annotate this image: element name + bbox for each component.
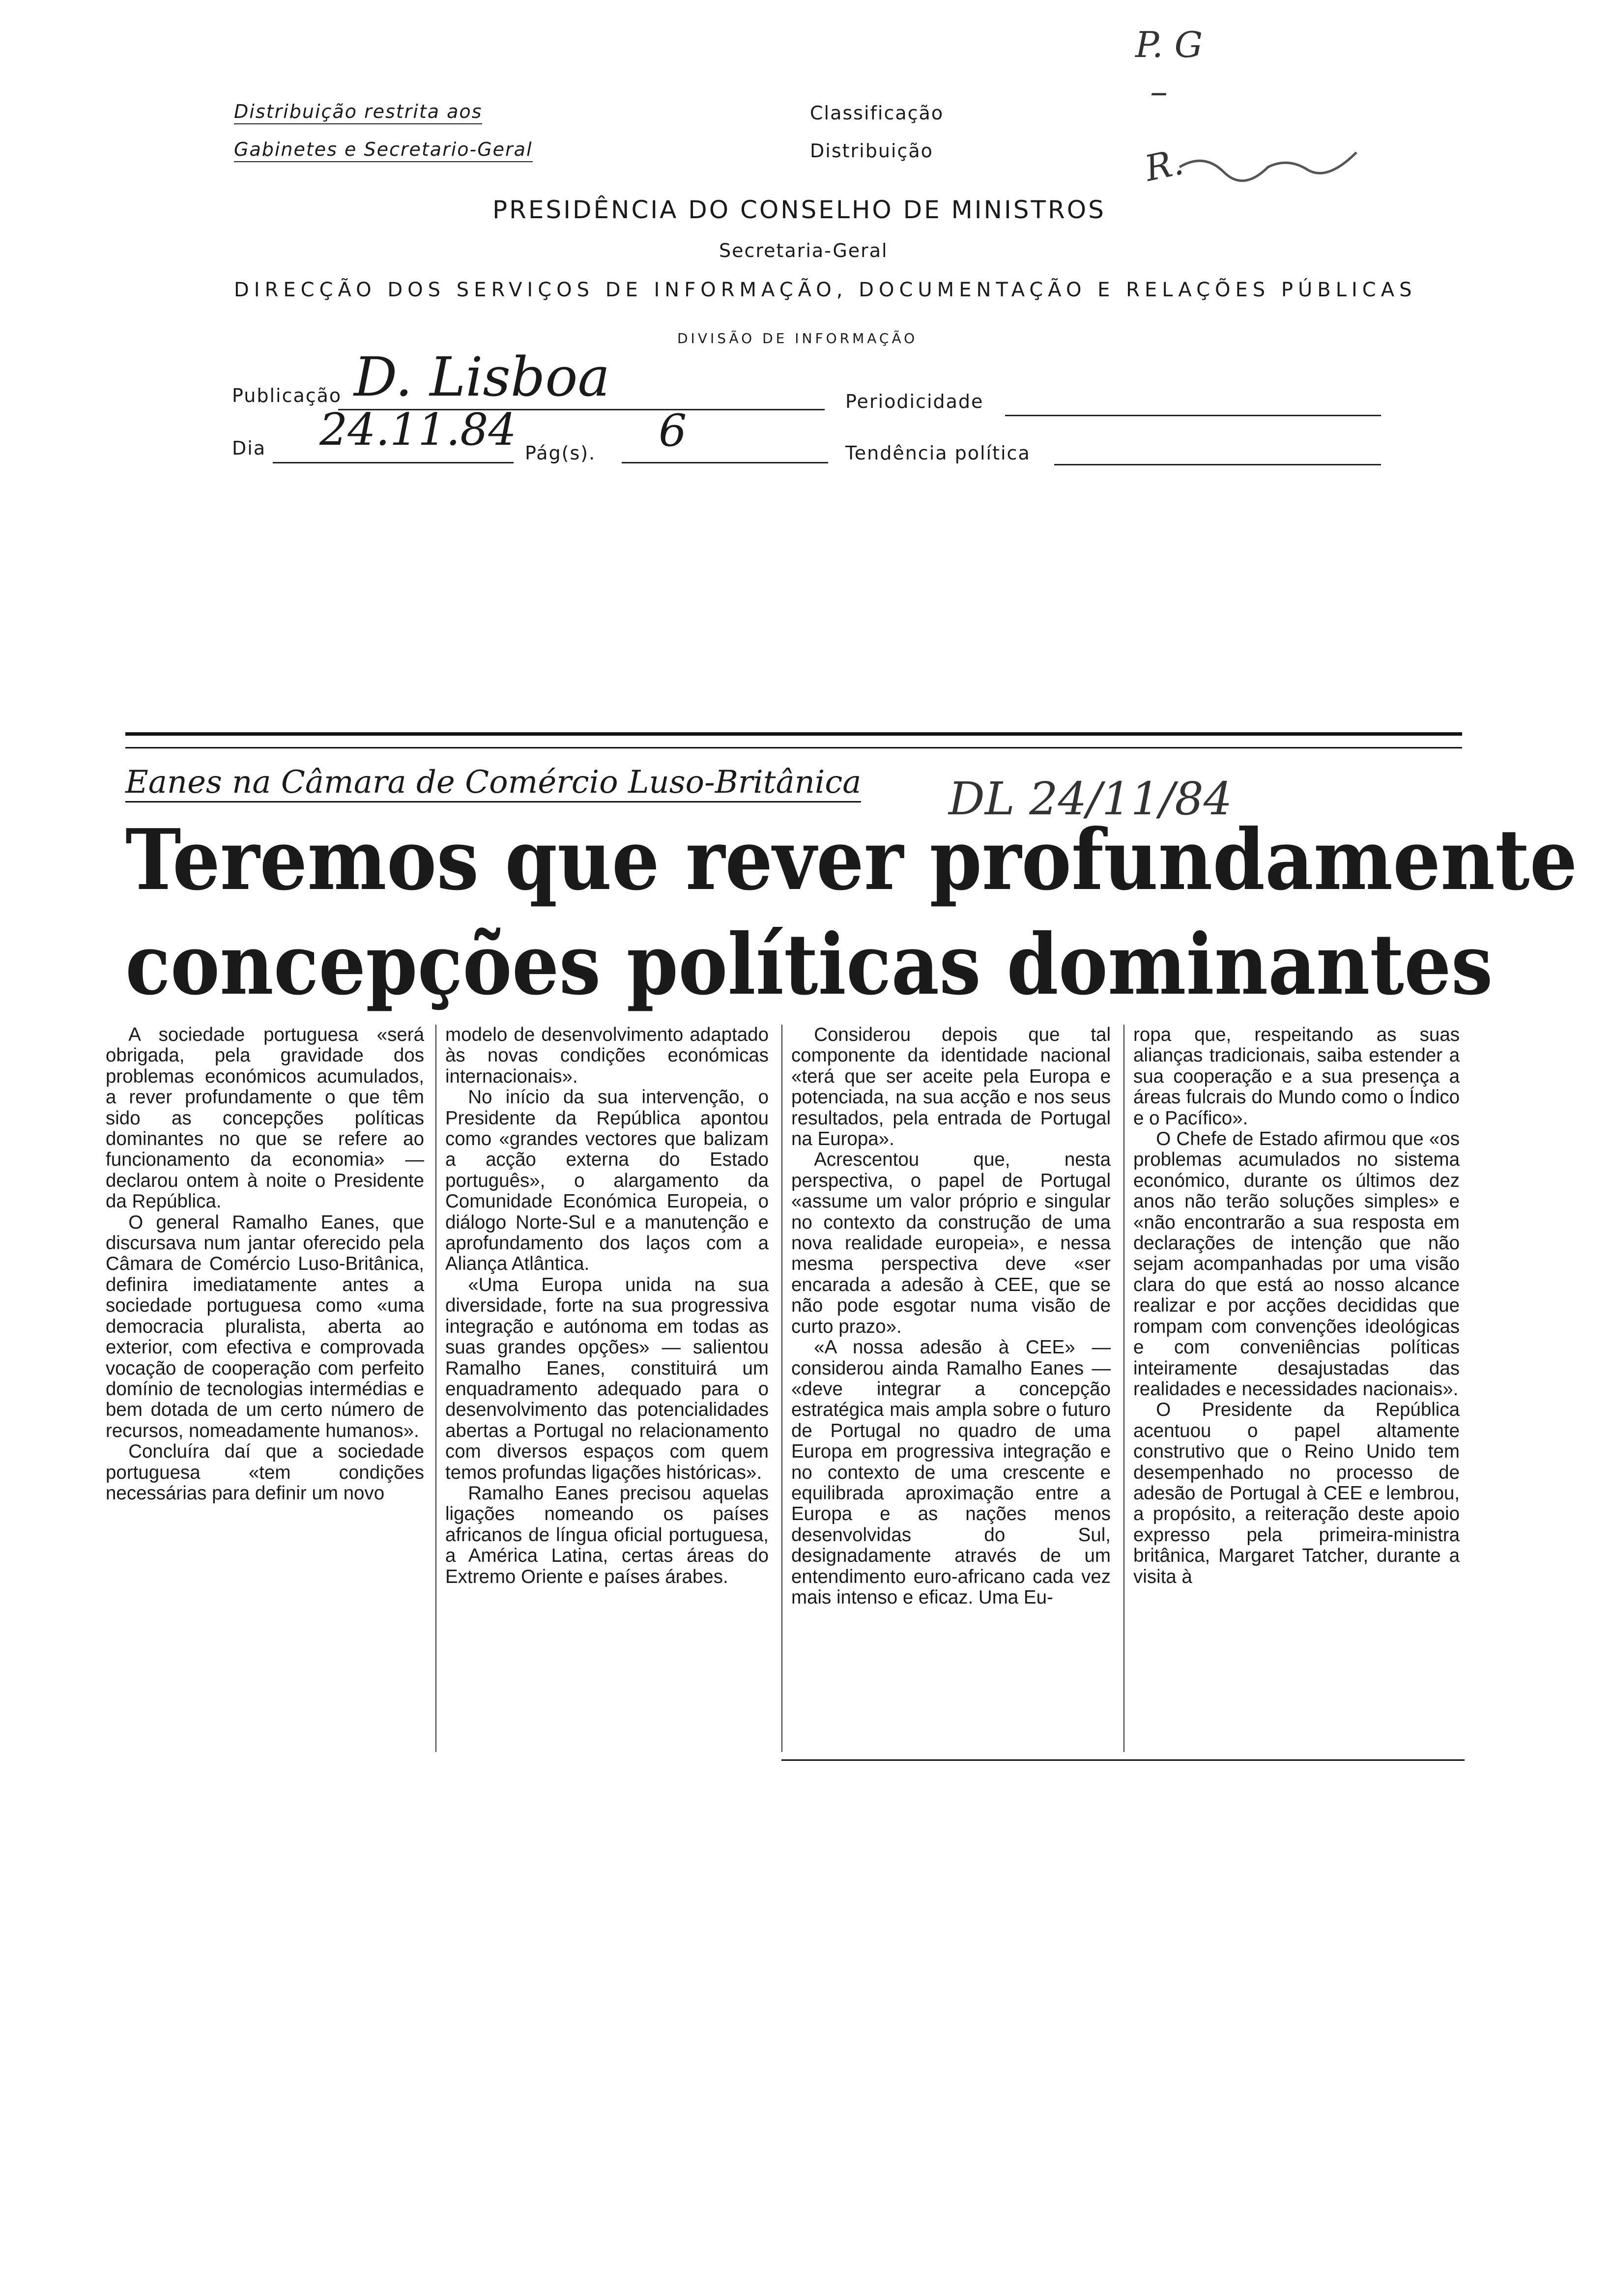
clipping-bottom-rule [781, 1759, 1465, 1761]
article-column-4 [1133, 1025, 1460, 1587]
pages-field-line [622, 462, 828, 463]
distribution-recipients-line [234, 139, 533, 160]
org-title: PRESIDÊNCIA DO CONSELHO DE MINISTROS [492, 196, 1106, 224]
day-handwritten-value: 24.11.84 [319, 404, 517, 456]
corner-handwritten-initial: R. [1141, 141, 1187, 190]
headline-line-1: Teremos que rever profundamente [125, 811, 1578, 909]
org-subtitle: Secretaria-Geral [719, 240, 888, 261]
tendency-field-line [1054, 464, 1381, 465]
article-column-1 [106, 1025, 424, 1504]
col1-paragraph-3: Concluíra daí que a sociedade portuguesa «tem condições necessárias para definir um novo [106, 1441, 424, 1504]
col2-paragraph-3: «Uma Europa unida na sua diversidade, forte na sua progressiva integração e autónoma em todas as suas grandes opções» — salientou Ramalho Eanes, constituirá um enquadramento adequado para o desenvolvimento das potencialidades abertas a Portugal no relacionamento com diversos espaços com quem temos profundas ligações históricas». [445, 1274, 769, 1483]
clipping-top-rule [125, 732, 1462, 736]
col4-paragraph-1: ropa que, respeitando as suas alianças tradicionais, saiba estender a sua cooperação e a sua presença a áreas fulcrais do Mundo como o Índico e o Pacífico». [1133, 1024, 1460, 1129]
distribution-line-2: Gabinetes e Secretario-Geral [234, 139, 533, 162]
col4-paragraph-3: O Presidente da República acentuou o papel altamente construtivo que o Reino Unido tem desempenhado no processo de adesão de Portugal à CEE e lembrou, a propósito, a reiteração deste apoio expresso pela primeira-ministra britânica, Margaret Tatcher, durante a visita à [1133, 1399, 1460, 1587]
division-line: DIVISÃO DE INFORMAÇÃO [677, 330, 918, 346]
periodicity-label: Periodicidade [845, 391, 984, 412]
corner-handwritten-note: P. G [1135, 24, 1203, 65]
classification-label: Classificação [810, 102, 944, 124]
distribution-restricted-line [234, 101, 482, 122]
pages-handwritten-value: 6 [659, 405, 687, 457]
publication-label: Publicação [232, 385, 342, 406]
col4-paragraph-2: O Chefe de Estado afirmou que «os problemas acumulados no sistema económico, durante os últimos dez anos não terão soluções simples» e «não encontrarão a sua resposta em declarações de intenção que não sejam acompanhadas por uma visão clara do que está ao nosso alcance realizar e por acções decididas que rompam com convenções ideológicas e com conveniências políticas inteiramente desajustadas das realidades e necessidades nacionais». [1133, 1128, 1460, 1400]
tendency-label: Tendência política [845, 442, 1031, 464]
article-column-3 [791, 1025, 1111, 1608]
clip-handwritten-note: DL 24/11/84 [949, 773, 1233, 825]
col2-paragraph-2: No início da sua intervenção, o Presidente da República apontou como «grandes vectores que balizam a acção externa do Estado português», o alargamento da Comunidade Económica Europeia, o diálogo Norte-Sul e a manutenção e aprofundamento dos laços com a Aliança Atlântica. [445, 1087, 769, 1275]
col1-paragraph-1: A sociedade portuguesa «será obrigada, pela gravidade dos problemas económicos acumulados, a rever profundamente o que têm sido as concepções políticas dominantes no que se refere ao funcionamento da economia» — declarou ontem à noite o Presidente da República. [106, 1024, 424, 1212]
col3-paragraph-3: «A nossa adesão à CEE» — considerou ainda Ramalho Eanes — «deve integrar a concepção estratégica mais ampla sobre o futuro de Portugal no quadro de uma Europa em progressiva integração e no contexto de uma crescente e equilibrada aproximação entre a Europa e as nações menos desenvolvidas do Sul, designadamente através de um entendimento euro-africano cada vez mais intenso e eficaz. Uma Eu- [791, 1337, 1111, 1608]
corner-scribble-icon [1160, 133, 1366, 197]
column-divider-2 [781, 1025, 782, 1752]
directorate-line: DIRECÇÃO DOS SERVIÇOS DE INFORMAÇÃO, DOCUMENTAÇÃO E RELAÇÕES PÚBLICAS [234, 279, 1417, 301]
pages-label: Pág(s). [525, 442, 596, 464]
distribution-line-1: Distribuição restrita aos [234, 101, 482, 124]
col2-paragraph-4: Ramalho Eanes precisou aquelas ligações nomeando os países africanos de língua oficial portuguesa, a América Latina, certas áreas do Extremo Oriente e países árabes. [445, 1482, 769, 1587]
col1-paragraph-2: O general Ramalho Eanes, que discursava num jantar oferecido pela Câmara de Comércio Luso-Britânica, definira imediatamente antes a sociedade portuguesa como «uma democracia pluralista, aberta ao exterior, com efectiva e comprovada vocação de cooperação com perfeito domínio de tecnologias intermédias e bem dotada de um certo número de recursos, nomeadamente humanos». [106, 1211, 424, 1441]
article-kicker: Eanes na Câmara de Comércio Luso-Britânica [125, 767, 861, 803]
col3-paragraph-1: Considerou depois que tal componente da identidade nacional «terá que ser aceite pela Europa e potenciada, na sua acção e nos seus resultados, pela entrada de Portugal na Europa». [791, 1024, 1111, 1150]
periodicity-field-line [1005, 415, 1381, 416]
article-column-2 [445, 1025, 769, 1587]
column-divider-1 [435, 1025, 436, 1752]
day-field-line [273, 462, 514, 463]
headline-line-2: concepções políticas dominantes [125, 916, 1493, 1014]
publication-handwritten-value: D. Lisboa [354, 345, 610, 408]
distribution-label: Distribuição [810, 140, 933, 162]
corner-handwritten-dash: – [1150, 71, 1168, 112]
day-label: Dia [232, 437, 266, 459]
col2-paragraph-1: modelo de desenvolvimento adaptado às novas condições económicas internacionais». [445, 1024, 769, 1087]
col3-paragraph-2: Acrescentou que, nesta perspectiva, o papel de Portugal «assume um valor próprio e singular no contexto da construção de uma nova realidade europeia», e nessa mesma perspectiva deve «ser encarada a adesão à CEE, que se não pode esgotar numa visão de curto prazo». [791, 1149, 1111, 1337]
clipping-top-rule-thin [125, 747, 1462, 748]
column-divider-3 [1123, 1025, 1124, 1752]
